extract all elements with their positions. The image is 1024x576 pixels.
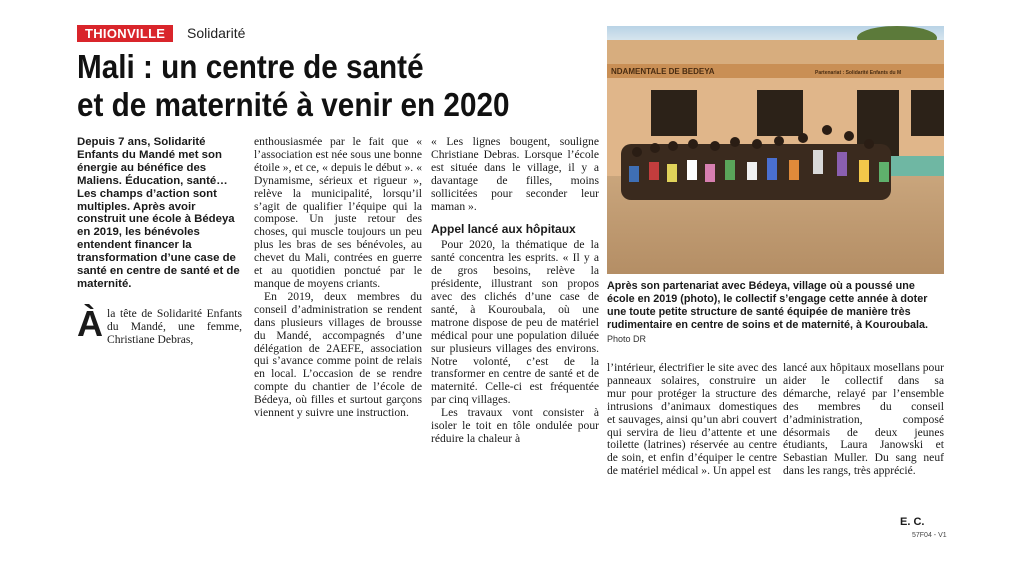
photo-credit: Photo DR [607,334,647,344]
column-4-text: l’intérieur, électrifier le site avec des panneaux solaires, construire un mur pour protéger la structure des intrusions d’animaux domestiques et sauvages, ainsi qu’un abri couvert qui servira de lieu d’attente et une toilette (latrines) réservée au centre de soin, et enfin d’équiper le centre de matériel médical ». Un appel est [607,361,777,478]
page-code: 57F04 - V1 [912,532,947,539]
column-3-paragraph-3: Les travaux vont consister à isoler le toit en tôle ondulée pour réduire la chaleur à [431,406,599,445]
school-sign-left: NDAMENTALE DE BEDEYA [611,67,715,76]
column-2-paragraph-1: enthousiasmée par le fait que « l’association est née sous une bonne étoile », et ce, « depuis le début ». « Dynamisme, sérieux et rigueur », relève la municipalité, lorsqu’il s’agit de qualifier l’équipe qui la compose. Un juste retour des choses, qui muscle toujours un peu plus les bras de ses bénévoles, au chevet du Mali, contrées en guerre et au quotidien ponctué par le manque de moyens criants. [254,135,422,290]
column-1-text: la tête de Solidarité Enfants du Mandé, une femme, Christiane Debras, [107,307,242,346]
column-2 [254,136,422,420]
column-2-paragraph-2: En 2019, deux membres du conseil d’administration se rendent dans plusieurs villages de brousse du Mandé, accompagnés d’une délégation de 2AEFE, association qui s’avance comme point de relais en local. L’occasion de se rendre compte du chantier de l’école de Bédeya, où filles et surtout garçons viennent y suivre une instruction. [254,289,422,420]
section-tag: THIONVILLE [77,25,173,42]
headline-line-2: et de maternité à venir en 2020 [77,86,510,123]
article-photo [607,26,944,274]
column-5-text: lancé aux hôpitaux mosellans pour aider le collectif dans sa démarche, relayé par l’ensemble des membres du conseil d’administration, composé désormais de deux jeunes étudiants, Laura Janowski et Sebastian Muller. Du sang neuf dans les rangs, très apprécié. [783,361,944,478]
column-3-paragraph-2: Pour 2020, la thématique de la santé concentra les esprits. « Il y a de gros besoins, relève la présidente, illustrant son propos avec des clichés d’une case de santé, à Kouroubala, où une matrone dispose de peu de matériel médical pour une population diluée sur plusieurs villages des environs. Notre volonté, c’est de la transformer en centre de santé et de maternité. Celle-ci est fréquentée par cinq villages. [431,238,599,407]
column-3-paragraph-1: « Les lignes bougent, souligne Christiane Debras. Lorsque l’école est située dans le village, il y a davantage de filles, moins sollicitées pour seconder leur maman ». [431,135,599,213]
author-signature: E. C. [900,516,925,528]
column-3 [431,136,599,446]
school-sign-right: Partenariat : Solidarité Enfants du M [815,70,902,76]
rubric-label: Solidarité [187,25,246,41]
headline-line-1: Mali : un centre de santé [77,48,424,85]
lead-paragraph: Depuis 7 ans, Solidarité Enfants du Mandé met son énergie au bénéfice des Maliens. Éducation, santé… Les champs d’action sont multiples. Après avoir construit une école à Bédeya en 2019, les bénévoles entendent financer la transformation d’une case de santé en centre de santé et de maternité. [77,136,240,290]
subheading: Appel lancé aux hôpitaux [431,222,576,237]
school-group-photo [607,26,944,274]
drop-cap: À [77,303,103,344]
headline [77,48,550,124]
column-1 [77,303,242,347]
column-4 [607,362,777,478]
photo-caption: Après son partenariat avec Bédeya, village où a poussé une école en 2019 (photo), le collectif s’engage cette année à doter une toute petite structure de santé équipée de manière très rudimentaire en centre de soins et de maternité, à Kouroubala. [607,280,928,331]
column-5 [783,362,944,478]
